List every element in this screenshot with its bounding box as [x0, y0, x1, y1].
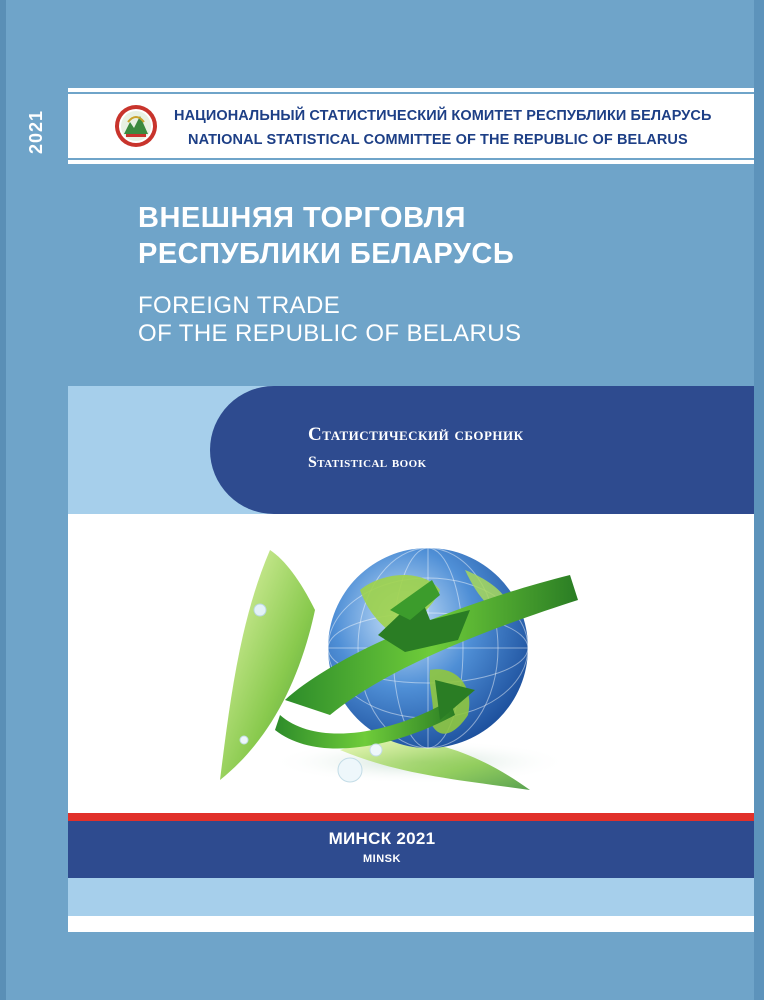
subtitle-banner [210, 386, 754, 514]
header-band [68, 88, 754, 164]
city-year-ru: МИНСК 2021 [328, 829, 436, 848]
title-ru [138, 200, 698, 272]
globe-with-arrows-icon [200, 540, 590, 795]
footer-red-line [68, 813, 754, 821]
title-en-line1: FOREIGN TRADE [138, 292, 341, 319]
header-rule-top [68, 92, 754, 94]
title-en [138, 292, 698, 348]
organization-name-en: NATIONAL STATISTICAL COMMITTEE OF THE REPUBLIC OF BELARUS [188, 132, 688, 148]
subtitle-en: Statistical book [308, 454, 427, 471]
spine-edge [0, 0, 6, 1000]
title-ru-line1: ВНЕШНЯЯ ТОРГОВЛЯ [138, 202, 466, 234]
subtitle-ru: Статистический сборник [308, 424, 524, 445]
footer-light-band [68, 878, 754, 916]
title-en-line2: OF THE REPUBLIC OF BELARUS [138, 320, 522, 347]
footer-white-band [68, 916, 754, 932]
title-ru-line2: РЕСПУБЛИКИ БЕЛАРУСЬ [138, 238, 515, 270]
belarus-statistics-emblem-icon [114, 104, 158, 148]
organization-name-ru: НАЦИОНАЛЬНЫЙ СТАТИСТИЧЕСКИЙ КОМИТЕТ РЕСПУБЛИКИ БЕЛАРУСЬ [174, 108, 712, 124]
header-rule-bottom [68, 158, 754, 160]
spine-year: 2021 [26, 109, 46, 154]
city-en: MINSK [363, 853, 401, 865]
cover-right-edge [754, 0, 764, 1000]
